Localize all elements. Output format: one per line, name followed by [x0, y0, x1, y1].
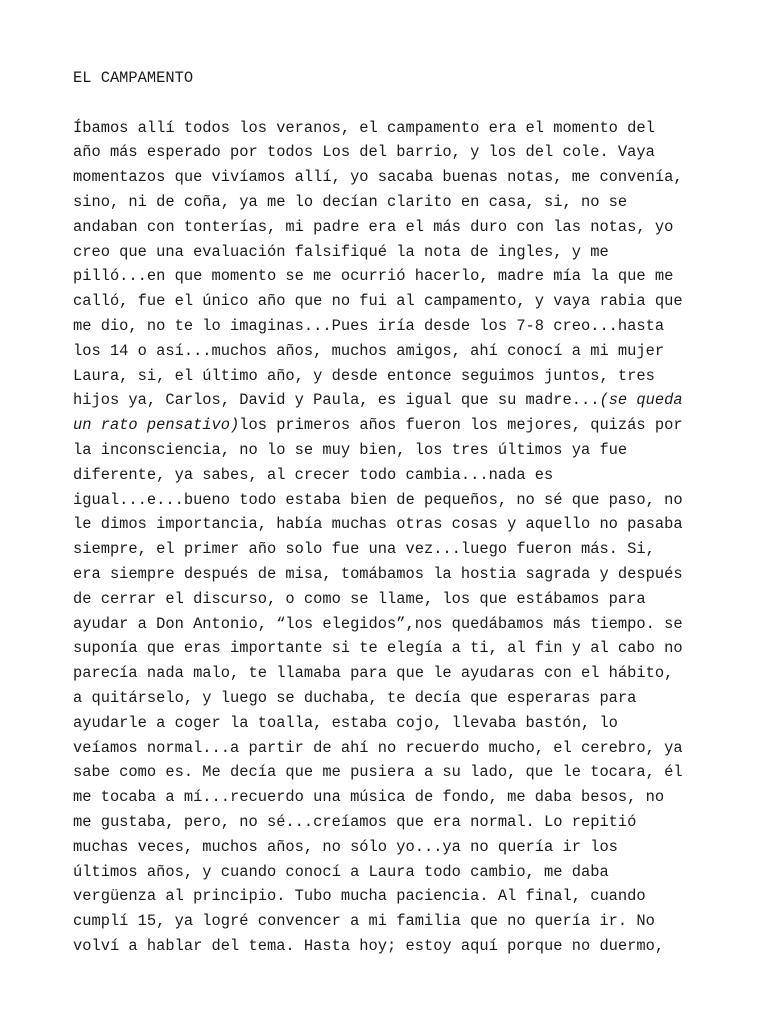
body-line [73, 339, 693, 364]
line-text: vergüenza al principio. Tubo mucha paciencia. Al final, cuando [73, 887, 646, 906]
body-line [73, 760, 693, 785]
body-line [73, 884, 693, 909]
body-line [73, 587, 693, 612]
italic-aside: un rato pensativo) [73, 416, 240, 435]
body-line [73, 240, 693, 265]
body-line [73, 264, 693, 289]
line-text: año más esperado por todos Los del barrio, y los del cole. Vaya [73, 143, 655, 162]
body-line [73, 488, 693, 513]
document-title: EL CAMPAMENTO [73, 69, 194, 87]
body-line [73, 736, 693, 761]
body-line [73, 364, 693, 389]
body-line [73, 711, 693, 736]
line-text: era siempre después de misa, tomábamos la hostia sagrada y después [73, 564, 683, 583]
body-line [73, 116, 693, 141]
line-text: sino, ni de coña, ya me lo decían clarito en casa, si, no se [73, 192, 628, 211]
line-text: andaban con tonterías, mi padre era el más duro con las notas, yo [73, 217, 674, 236]
line-text: calló, fue el único año que no fui al campamento, y vaya rabia que [73, 292, 683, 311]
body-line [73, 438, 693, 463]
line-text: últimos años, y cuando conocí a Laura todo cambio, me daba [73, 862, 609, 881]
line-text: cumplí 15, ya logré convencer a mi familia que no quería ir. No [73, 912, 655, 931]
body-line [73, 661, 693, 686]
line-text: sabe como es. Me decía que me pusiera a su lado, que le tocara, él [73, 763, 683, 782]
body-line [73, 388, 693, 413]
document-page [73, 66, 693, 959]
body-line [73, 686, 693, 711]
line-text: volví a hablar del tema. Hasta hoy; estoy aquí porque no duermo, [73, 936, 665, 955]
body-line [73, 636, 693, 661]
body-line [73, 860, 693, 885]
line-text: me tocaba a mí...recuerdo una música de fondo, me daba besos, no [73, 788, 665, 807]
body-line [73, 835, 693, 860]
body-line [73, 314, 693, 339]
body-line [73, 612, 693, 637]
line-text: hijos ya, Carlos, David y Paula, es igual que su madre... [73, 391, 600, 410]
body-line [73, 463, 693, 488]
body-line [73, 512, 693, 537]
body-line [73, 215, 693, 240]
body-line [73, 810, 693, 835]
line-text: Laura, si, el último año, y desde entonce seguimos juntos, tres [73, 366, 655, 385]
line-text: pilló...en que momento se me ocurrió hacerlo, madre mía la que me [73, 267, 674, 286]
line-text: me gustaba, pero, no sé...creíamos que era normal. Lo repitió [73, 812, 637, 831]
line-text: veíamos normal...a partir de ahí no recuerdo mucho, el cerebro, ya [73, 738, 683, 757]
line-text: diferente, ya sabes, al crecer todo cambia...nada es [73, 465, 554, 484]
body-line [73, 289, 693, 314]
line-text: igual...e...bueno todo estaba bien de pequeños, no sé que paso, no [73, 490, 683, 509]
body-line [73, 934, 693, 959]
italic-aside: (se queda [599, 391, 683, 410]
line-text: ayudar a Don Antonio, “los elegidos”,nos quedábamos más tiempo. se [73, 614, 683, 633]
line-text: suponía que eras importante si te elegía a ti, al fin y al cabo no [73, 639, 683, 658]
body-line [73, 413, 693, 438]
body-line [73, 165, 693, 190]
line-text: parecía nada malo, te llamaba para que le ayudaras con el hábito, [73, 664, 674, 683]
body-line [73, 190, 693, 215]
line-text: de cerrar el discurso, o como se llame, los que estábamos para [73, 589, 646, 608]
body-line [73, 537, 693, 562]
line-text: los 14 o así...muchos años, muchos amigos, ahí conocí a mi mujer [73, 341, 665, 360]
body-line [73, 562, 693, 587]
body-line [73, 909, 693, 934]
body-line [73, 140, 693, 165]
line-text: muchas veces, muchos años, no sólo yo...ya no quería ir los [73, 837, 618, 856]
line-text: ayudarle a coger la toalla, estaba cojo, llevaba bastón, lo [73, 713, 618, 732]
line-text: los primeros años fueron los mejores, quizás por [239, 416, 683, 435]
line-text: Íbamos allí todos los veranos, el campamento era el momento del [73, 118, 655, 137]
line-text: la inconsciencia, no lo se muy bien, los tres últimos ya fue [73, 440, 628, 459]
line-text: siempre, el primer año solo fue una vez...luego fueron más. Si, [73, 540, 655, 559]
body-line [73, 785, 693, 810]
line-text: momentazos que vivíamos allí, yo sacaba buenas notas, me convenía, [73, 168, 683, 187]
line-text: creo que una evaluación falsifiqué la nota de ingles, y me [73, 242, 609, 261]
document-body [73, 116, 693, 959]
line-text: le dimos importancia, había muchas otras cosas y aquello no pasaba [73, 515, 683, 534]
line-text: a quitárselo, y luego se duchaba, te decía que esperaras para [73, 688, 637, 707]
line-text: me dio, no te lo imaginas...Pues iría desde los 7-8 creo...hasta [73, 316, 665, 335]
